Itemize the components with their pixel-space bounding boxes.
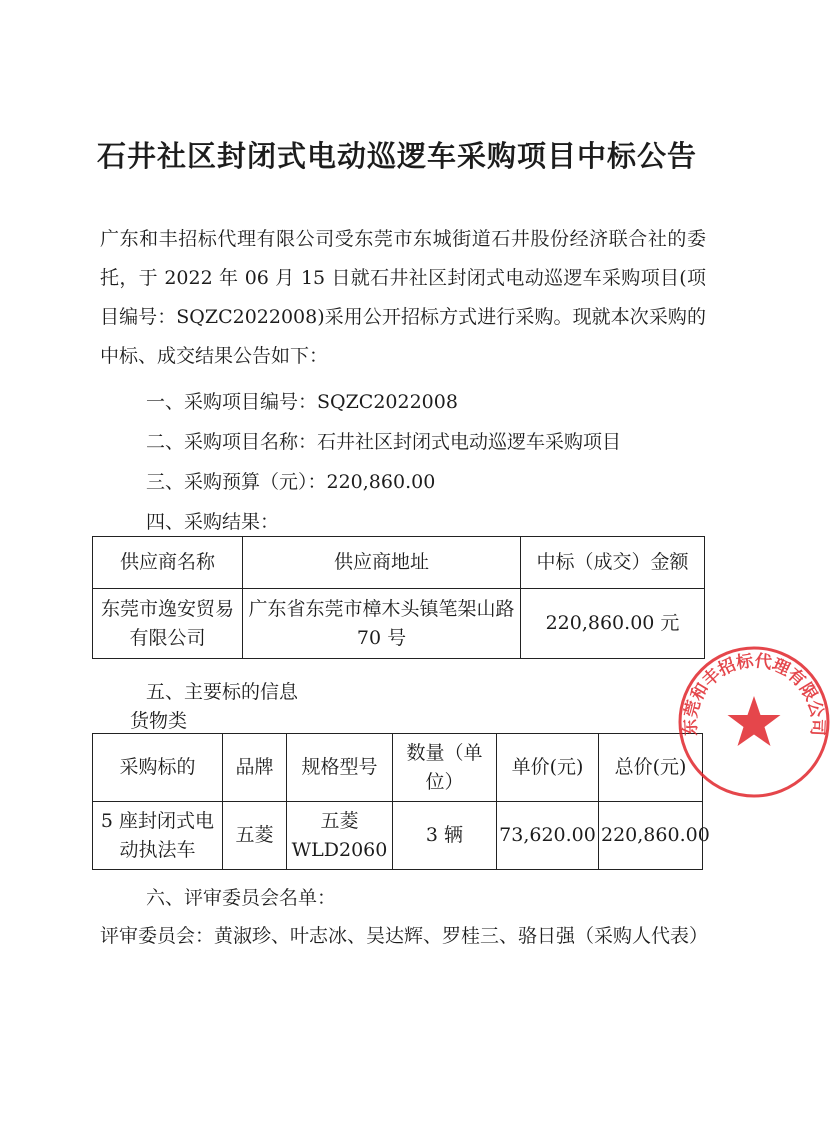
goods-label: 货物类	[130, 710, 188, 732]
project-name-line: 二、采购项目名称：石井社区封闭式电动巡逻车采购项目	[146, 431, 622, 453]
total-price-cell: 220,860.00	[599, 802, 703, 870]
project-number-line: 一、采购项目编号：SQZC2022008	[146, 391, 458, 413]
header-cell: 总价(元)	[599, 734, 703, 802]
company-seal	[676, 644, 832, 800]
result-heading: 四、采购结果：	[146, 511, 280, 533]
header-cell: 中标（成交）金额	[521, 537, 705, 589]
table-header-row	[93, 734, 703, 802]
seal-star-icon	[728, 696, 781, 746]
unit-price-cell: 73,620.00	[497, 802, 599, 870]
header-cell: 数量（单位）	[393, 734, 497, 802]
brand-cell: 五菱	[223, 802, 287, 870]
item-name-cell: 5 座封闭式电动执法车	[93, 802, 223, 870]
result-table	[92, 536, 705, 659]
quantity-cell: 3 辆	[393, 802, 497, 870]
intro-paragraph: 广东和丰招标代理有限公司受东莞市东城街道石井股份经济联合社的委托，于 2022 年 06 月 15 日就石井社区封闭式电动巡逻车采购项目(项目编号：SQZC2022008)采用公开招标方式进行采购。现就本次采购的中标、成交结果公告如下：	[100, 228, 706, 367]
committee-heading: 六、评审委员会名单：	[146, 887, 337, 909]
main-item-heading: 五、主要标的信息	[146, 681, 299, 703]
table-header-row	[93, 537, 705, 589]
header-cell: 规格型号	[287, 734, 393, 802]
budget-line: 三、采购预算（元）：220,860.00	[146, 471, 436, 493]
supplier-name-cell: 东莞市逸安贸易有限公司	[93, 589, 243, 659]
header-cell: 供应商名称	[93, 537, 243, 589]
table-row	[93, 589, 705, 659]
seal-text-path: 东莞和丰招标代理有限公司	[680, 651, 828, 737]
table-row	[93, 802, 703, 870]
goods-table	[92, 733, 710, 870]
page-title: 石井社区封闭式电动巡逻车采购项目中标公告	[96, 139, 697, 173]
header-cell: 单价(元)	[497, 734, 599, 802]
supplier-address-cell: 广东省东莞市樟木头镇笔架山路 70 号	[243, 589, 521, 659]
header-cell: 品牌	[223, 734, 287, 802]
award-amount-cell: 220,860.00 元	[521, 589, 705, 659]
committee-paragraph: 评审委员会：黄淑珍、叶志冰、吴达辉、罗桂三、骆日强（采购人代表）	[100, 925, 709, 947]
header-cell: 采购标的	[93, 734, 223, 802]
header-cell: 供应商地址	[243, 537, 521, 589]
model-cell: 五菱 WLD2060	[287, 802, 393, 870]
